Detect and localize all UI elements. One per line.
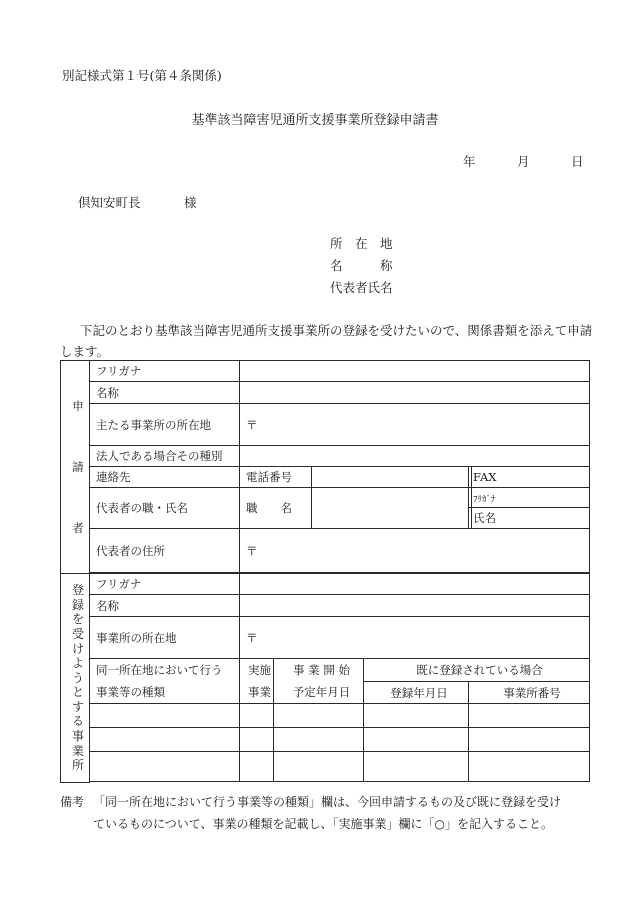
already-registered-header: 既に登録されている場合 bbox=[364, 659, 590, 682]
applicant-side-label bbox=[61, 361, 90, 574]
office-side-char: 録 bbox=[71, 597, 84, 612]
start-line1: 事 業 開 始 bbox=[293, 663, 350, 677]
form-number: 別記様式第１号(第４条関係) bbox=[62, 68, 222, 83]
service-type-cell[interactable] bbox=[90, 728, 240, 752]
registration-date-header: 登録年月日 bbox=[364, 682, 469, 704]
corp-type-field[interactable] bbox=[240, 446, 590, 467]
office-furigana-label: フリガナ bbox=[90, 574, 240, 595]
remarks-line1: 「同一所在地において行う事業等の種類」欄は、今回申請するもの及び既に登録を受け bbox=[93, 795, 562, 809]
office-name-label: 名称 bbox=[90, 595, 240, 617]
contact-label: 連絡先 bbox=[90, 467, 240, 488]
job-title-field[interactable] bbox=[312, 488, 469, 529]
service-types-header bbox=[90, 659, 240, 704]
implemented-cell[interactable] bbox=[240, 728, 274, 752]
applicant-furigana-label: フリガナ bbox=[90, 361, 240, 382]
office-address-label: 事業所の所在地 bbox=[90, 617, 240, 659]
applicant-name-cell-label: 名称 bbox=[90, 382, 240, 404]
applicant-representative-label: 代表者氏名 bbox=[330, 280, 393, 295]
office-side-char: 登 bbox=[71, 583, 84, 598]
applicant-name-label: 名 称 bbox=[330, 258, 393, 273]
service-types-line2: 事業等の種類 bbox=[96, 685, 165, 699]
office-number-cell[interactable] bbox=[469, 704, 590, 728]
office-side-char: う bbox=[71, 670, 84, 685]
implemented-cell[interactable] bbox=[240, 752, 274, 782]
implemented-header bbox=[240, 659, 274, 704]
office-side-char: よ bbox=[71, 656, 84, 671]
fax-label: FAX bbox=[469, 467, 472, 488]
rep-address-label: 代表者の住所 bbox=[90, 529, 240, 573]
start-date-cell[interactable] bbox=[274, 752, 364, 782]
implemented-line1: 実施 bbox=[248, 663, 271, 677]
implemented-cell[interactable] bbox=[240, 704, 274, 728]
office-side-char: を bbox=[71, 612, 84, 627]
date-month-label: 月 bbox=[517, 154, 530, 169]
office-side-char: 受 bbox=[71, 626, 84, 641]
document-title: 基準該当障害児通所支援事業所登録申請書 bbox=[191, 113, 439, 128]
service-type-cell[interactable] bbox=[90, 752, 240, 782]
remarks-line2: ているものについて、事業の種類を記載し、「実施事業」欄に「○」を記入すること。 bbox=[93, 817, 553, 831]
office-side-char: 業 bbox=[71, 743, 84, 758]
start-date-cell[interactable] bbox=[274, 704, 364, 728]
corp-type-label: 法人である場合その種別 bbox=[90, 446, 240, 467]
main-office-address-label: 主たる事業所の所在地 bbox=[90, 404, 240, 446]
application-form-table bbox=[60, 360, 590, 783]
addressee-suffix: 様 bbox=[184, 195, 197, 210]
registration-date-cell[interactable] bbox=[364, 704, 469, 728]
start-date-header bbox=[274, 659, 364, 704]
addressee: 倶知安町長 bbox=[78, 195, 141, 210]
office-side-label bbox=[61, 574, 90, 783]
office-furigana-field[interactable] bbox=[240, 574, 590, 595]
furigana-small-text: ﾌﾘｶﾞﾅ bbox=[473, 494, 496, 505]
applicant-name-field[interactable] bbox=[240, 382, 590, 404]
office-side-char: と bbox=[71, 685, 84, 700]
office-name-field[interactable] bbox=[240, 595, 590, 617]
remarks-label: 備考 bbox=[60, 795, 85, 809]
registration-date-cell[interactable] bbox=[364, 728, 469, 752]
start-date-cell[interactable] bbox=[274, 728, 364, 752]
office-side-char: る bbox=[71, 714, 84, 729]
date-year-label: 年 bbox=[463, 154, 476, 169]
applicant-side-char: 申 bbox=[72, 398, 84, 413]
applicant-furigana-field[interactable] bbox=[240, 361, 590, 382]
service-type-cell[interactable] bbox=[90, 704, 240, 728]
rep-address-field[interactable]: 〒 bbox=[240, 529, 590, 573]
phone-label: 電話番号 bbox=[240, 467, 312, 488]
office-side-char: す bbox=[71, 699, 84, 714]
job-title-label: 職 名 bbox=[240, 488, 312, 529]
office-number-header: 事業所番号 bbox=[469, 682, 590, 704]
applicant-side-char: 請 bbox=[72, 459, 84, 474]
implemented-line2: 事業 bbox=[248, 685, 271, 699]
office-side-char: 事 bbox=[71, 729, 84, 744]
service-types-line1: 同一所在地において行う bbox=[96, 663, 223, 677]
spacer bbox=[90, 782, 590, 783]
intro-paragraph: 下記のとおり基準該当障害児通所支援事業所の登録を受けたいので、関係書類を添えて申請します。 bbox=[60, 323, 593, 359]
date-day-label: 日 bbox=[571, 154, 584, 169]
office-number-cell[interactable] bbox=[469, 728, 590, 752]
applicant-side-char: 者 bbox=[72, 520, 84, 535]
office-side-char: け bbox=[71, 641, 84, 656]
start-line2: 予定年月日 bbox=[292, 685, 351, 699]
office-address-field[interactable]: 〒 bbox=[240, 617, 590, 659]
rep-title-name-label: 代表者の職・氏名 bbox=[90, 488, 240, 529]
office-side-char: 所 bbox=[71, 758, 84, 773]
registration-date-cell[interactable] bbox=[364, 752, 469, 782]
office-number-cell[interactable] bbox=[469, 752, 590, 782]
main-office-address-field[interactable]: 〒 bbox=[240, 404, 590, 446]
person-name-label: 氏名 bbox=[469, 508, 472, 529]
phone-field[interactable] bbox=[312, 467, 469, 488]
applicant-address-label: 所 在 地 bbox=[330, 236, 393, 251]
